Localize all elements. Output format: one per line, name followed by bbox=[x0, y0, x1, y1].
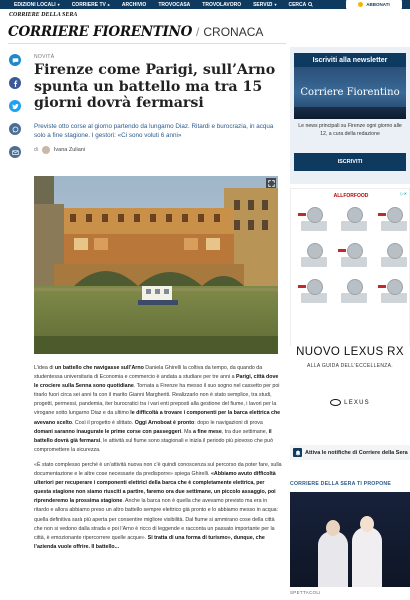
slicer-product-image bbox=[377, 239, 410, 269]
masthead-divider bbox=[8, 43, 286, 44]
twitter-share-button[interactable] bbox=[9, 100, 21, 112]
byline-prefix: di bbox=[34, 147, 38, 153]
nav-trovolavoro[interactable]: TROVOLAVORO bbox=[202, 1, 242, 8]
chevron-down-icon: ▾ bbox=[57, 2, 60, 7]
slicer-product-image bbox=[337, 275, 371, 305]
slicer-product-image bbox=[377, 275, 410, 305]
newsletter-banner bbox=[294, 67, 406, 119]
nav-archivio[interactable]: ARCHIVIO bbox=[121, 1, 147, 8]
corriere-della-sera-logo[interactable]: CORRIERE DELLA SERA bbox=[9, 12, 78, 18]
advertisement-lexus[interactable] bbox=[290, 346, 410, 422]
newsletter-description: Le news principali su Firenze ogni giorno alle 12, a cura della redazione bbox=[298, 123, 402, 137]
bell-icon bbox=[293, 448, 302, 457]
ponte-vecchio-image bbox=[34, 176, 278, 354]
subscribe-button[interactable]: ABBONATI bbox=[346, 0, 402, 9]
recommendations-title: CORRIERE DELLA SERA TI PROPONE bbox=[290, 481, 392, 487]
whatsapp-share-button[interactable] bbox=[9, 123, 21, 135]
search-icon bbox=[308, 2, 313, 7]
nav-edizioni-locali[interactable]: EDIZIONI LOCALI ▾ bbox=[14, 1, 60, 8]
section-title[interactable]: CRONACA bbox=[203, 25, 264, 39]
newsletter-brand: Corriere Fiorentino bbox=[300, 87, 400, 98]
enable-notifications-button[interactable]: Attiva le notifiche di Corriere della Sera bbox=[290, 445, 410, 460]
article-byline bbox=[34, 146, 85, 154]
expand-image-button[interactable] bbox=[266, 178, 276, 188]
slicer-product-image bbox=[377, 203, 410, 233]
person-figure bbox=[318, 531, 348, 587]
slicer-product-image bbox=[297, 203, 331, 233]
newsletter-title: Iscriviti alla newsletter bbox=[294, 53, 406, 67]
lexus-ad-tagline: ALLA GUIDA DELL’ECCELLENZA. bbox=[307, 363, 393, 369]
top-navigation-bar bbox=[0, 0, 410, 9]
facebook-icon bbox=[12, 80, 19, 87]
slicer-product-image bbox=[337, 239, 371, 269]
author-name[interactable]: Ivana Zuliani bbox=[53, 147, 86, 153]
nav-cerca[interactable]: CERCA bbox=[288, 2, 313, 8]
article-photo-ponte-vecchio[interactable] bbox=[34, 176, 278, 354]
chat-icon bbox=[12, 126, 19, 133]
article-paragraph-2: «È stato complesso perché è un’attività nuova non c’è quindi conoscenza sul percorso da poter fare, sulla documentazione e le altre cose necessarie da predisporre» spiega Ghirelli. «Abbiamo avuto difficoltà ulteriori per recuperare i componenti elettrici della barca che è completamente elettrica, per questa stagione non siamo riusciti a partire, faremo ora due settimane, un piccolo assaggio, poi riprenderemo la prossima stagione. Anche la barca non è quella che avevamo previsto ma era in ritardo e allora abbiamo preso un altro battello sempre elettrico già pronto e lo abbiamo messo in acqua: quella definitiva sarà più aperta per consentire migliore visibilità. Dal fiume si ammirano cose della città che non si vedono dalla strada e poi l’Arno è ricco di leggende e racconta un passato importante per la città, è emozionante ripercorrere quelle acque». Si tratta di una forma di turismo», dunque, che l’azienda vuole offrire. Il battello... bbox=[34, 461, 282, 550]
twitter-icon bbox=[12, 103, 19, 110]
slicer-product-image bbox=[337, 203, 371, 233]
email-icon bbox=[12, 149, 19, 156]
slicer-product-image bbox=[297, 275, 331, 305]
article-subhead: Previste otto corse al giorno partendo da lungarno Diaz. Ritardi e burocrazia, in acqua solo a fine stagione. I gestori: «Ci sono voluti 6 anni» bbox=[34, 123, 274, 139]
author-avatar bbox=[42, 146, 50, 154]
article-paragraph-1: L’idea di un battello che navigasse sull’Arno Daniela Ghirelli la coltiva da tempo, da quando da studentessa universitaria di Economia e commercio è andata a studiare per tre anni a Parigi, città dove le crociere sulla Senna sono quotidiane. Tornata a Firenze ha messo il suo sogno nel cassetto per poi tirarlo fuori circa sei anni fa con il marito Gianni Margheriti. Realizzarlo non è stato semplice, tra studi, progetti, permessi, pandemia, iter burocratici tra i vari enti preposti alla gestione del fiume, i lavori per la virogane sotto lungarno Diaz e da ultimo le difficoltà a trovare i componenti per la barca elettrica che avevano scelto. Così il progetto è slittato. Oggi Arnoboat è pronto: dopo le navigazioni di prova domani saranno inaugurate le prime corse con passeggeri. Ma a fine mese, tra due settimane, il battello dovrà già fermarsi, le attività sul fiume sono stagionali e inizia il periodo più piovoso che può compromettere la sicurezza. bbox=[34, 365, 281, 453]
nav-trovocasa[interactable]: TROVOCASA bbox=[158, 1, 191, 8]
article-kicker: NOVITÀ bbox=[34, 54, 55, 60]
subscribe-badge-icon bbox=[358, 2, 363, 7]
nav-servizi[interactable]: SERVIZI ▾ bbox=[253, 1, 277, 8]
florence-skyline-image bbox=[294, 107, 406, 119]
chevron-down-icon: ▾ bbox=[274, 2, 277, 7]
corriere-fiorentino-logo[interactable]: CORRIERE FIORENTINO bbox=[8, 24, 193, 40]
person-face bbox=[326, 520, 340, 536]
article-body bbox=[34, 364, 282, 558]
person-figure bbox=[352, 527, 382, 587]
email-share-button[interactable] bbox=[9, 146, 21, 158]
comment-button[interactable] bbox=[9, 54, 21, 66]
play-icon: ▸ bbox=[107, 2, 110, 7]
person-face bbox=[360, 516, 374, 532]
nav-corriere-tv[interactable]: CORRIERE TV ▸ bbox=[71, 1, 110, 8]
slicer-product-image bbox=[297, 239, 331, 269]
masthead bbox=[8, 24, 263, 40]
expand-icon bbox=[268, 180, 275, 187]
newsletter-subscribe-button[interactable]: ISCRIVITI bbox=[294, 153, 406, 171]
recommended-article-category: SPETTACOLI bbox=[290, 590, 321, 595]
product-grid bbox=[297, 203, 407, 305]
article-headline: Firenze come Parigi, sull’Arno spunta un battello ma tra 15 giorni dovrà fermarsi bbox=[34, 62, 276, 111]
adchoices-icon[interactable]: ▷✕ bbox=[400, 191, 407, 196]
lexus-ad-headline: NUOVO LEXUS RX bbox=[296, 346, 404, 358]
masthead-separator: / bbox=[196, 25, 200, 39]
comment-icon bbox=[12, 57, 19, 64]
facebook-share-button[interactable] bbox=[9, 77, 21, 89]
lexus-emblem-icon bbox=[330, 399, 341, 406]
recommended-article-image[interactable] bbox=[290, 492, 410, 587]
lexus-logo: LEXUS bbox=[290, 399, 410, 406]
advertiser-logo: ALLFORFOOD bbox=[333, 193, 369, 199]
